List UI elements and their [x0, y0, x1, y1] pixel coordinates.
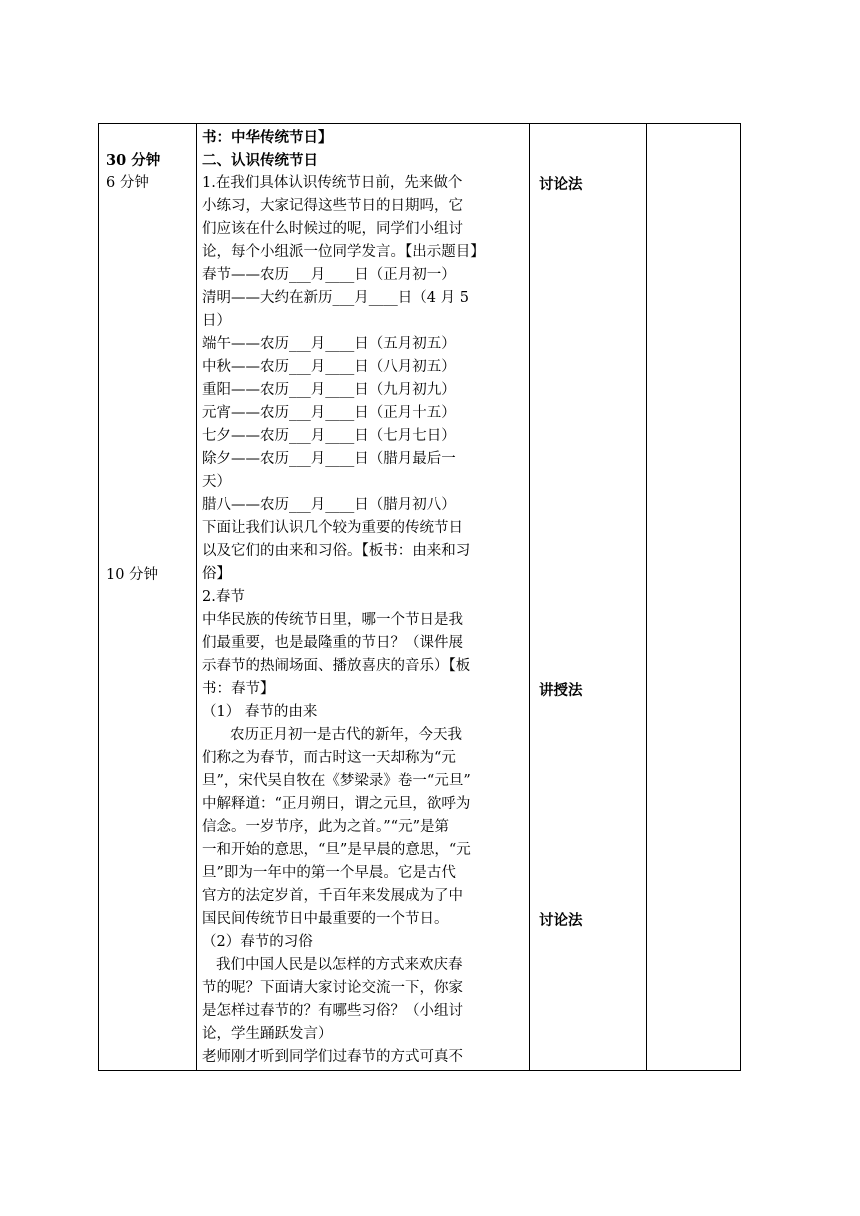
content-line: 论，学生踊跃发言）	[202, 1026, 333, 1042]
lesson-plan-table	[98, 123, 741, 1071]
content-line: 农历正月初一是古代的新年，今天我	[230, 727, 462, 743]
content-line: （2）春节的习俗	[202, 934, 313, 950]
content-line: 官方的法定岁首，千百年来发展成为了中	[202, 888, 463, 904]
time-6: 6 分钟	[106, 175, 149, 191]
content-line: 书：春节】	[202, 681, 275, 697]
column-divider	[646, 124, 647, 1070]
content-line: 清明——大约在新历___月____日（4 月 5	[202, 290, 469, 306]
content-line: 一和开始的意思，“旦”是早晨的意思，“元	[202, 842, 471, 858]
time-10: 10 分钟	[106, 567, 159, 583]
content-line: 们称之为春节，而古时这一天却称为“元	[202, 750, 456, 766]
content-line: 下面让我们认识几个较为重要的传统节日	[202, 520, 463, 536]
content-line: 日）	[202, 313, 231, 329]
content-line: 元宵——农历___月____日（正月十五）	[202, 405, 456, 421]
column-divider	[529, 124, 530, 1070]
section-heading: 二、认识传统节日	[202, 152, 318, 169]
method-discussion: 讨论法	[539, 912, 583, 929]
content-line: 示春节的热闹场面、播放喜庆的音乐）【板	[202, 658, 471, 674]
content-line: 中华民族的传统节日里，哪一个节日是我	[202, 612, 463, 628]
content-line: 重阳——农历___月____日（九月初九）	[202, 382, 456, 398]
content-line: 2.春节	[202, 589, 245, 605]
method-discussion: 讨论法	[539, 176, 583, 193]
content-line: 七夕——农历___月____日（七月七日）	[202, 428, 456, 444]
content-line: 信念。一岁节序，此为之首。”“元”是第	[202, 819, 449, 835]
content-line: 论，每个小组派一位同学发言。【出示题目】	[202, 244, 485, 260]
content-line: 以及它们的由来和习俗。【板书：由来和习	[202, 543, 471, 559]
method-lecture: 讲授法	[539, 682, 583, 699]
content-line: 旦”，宋代吴自牧在《梦梁录》卷一“元旦”	[202, 773, 471, 789]
content-line: 春节——农历___月____日（正月初一）	[202, 267, 456, 283]
content-line: 中秋——农历___月____日（八月初五）	[202, 359, 456, 375]
time-30: 30 分钟	[106, 152, 161, 169]
content-line: 书：中华传统节日】	[202, 129, 333, 146]
content-line: 小练习，大家记得这些节日的日期吗，它	[202, 198, 463, 214]
content-line: 端午——农历___月____日（五月初五）	[202, 336, 456, 352]
content-line: 们应该在什么时候过的呢，同学们小组讨	[202, 221, 463, 237]
content-line: 是怎样过春节的？有哪些习俗？（小组讨	[202, 1003, 463, 1019]
content-line: 老师刚才听到同学们过春节的方式可真不	[202, 1049, 463, 1065]
content-line: 除夕——农历___月____日（腊月最后一	[202, 451, 456, 467]
content-line: （1） 春节的由来	[202, 704, 318, 720]
content-line: 们最重要，也是最隆重的节日？（课件展	[202, 635, 463, 651]
content-line: 天）	[202, 474, 231, 490]
content-line: 腊八——农历___月____日（腊月初八）	[202, 497, 456, 513]
content-line: 俗】	[202, 566, 231, 582]
content-line: 节的呢？下面请大家讨论交流一下，你家	[202, 980, 463, 996]
content-line: 国民间传统节日中最重要的一个节日。	[202, 911, 449, 927]
column-divider	[196, 124, 197, 1070]
content-line: 1.在我们具体认识传统节日前，先来做个	[202, 175, 463, 191]
content-line: 我们中国人民是以怎样的方式来欢庆春	[216, 957, 463, 973]
content-line: 旦”即为一年中的第一个早晨。它是古代	[202, 865, 456, 881]
content-line: 中解释道：“正月朔日，谓之元旦，欲呼为	[202, 796, 471, 812]
